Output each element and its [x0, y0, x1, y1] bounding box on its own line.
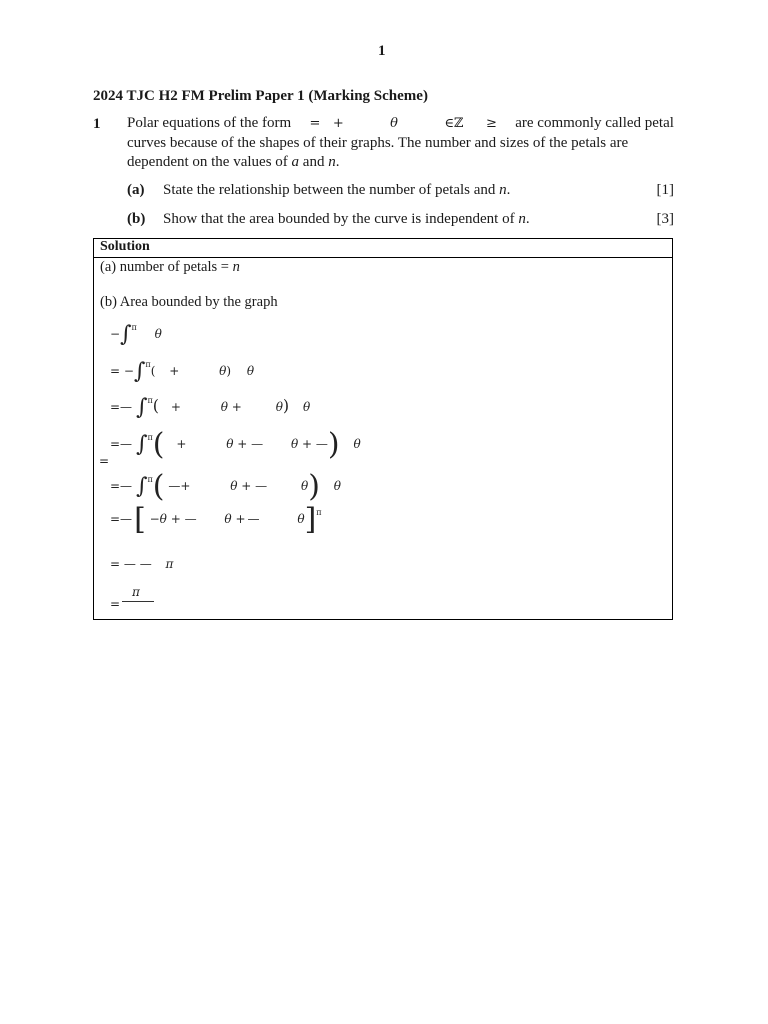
question-intro — [127, 114, 674, 173]
working-line-4: =— ∫$^\pi$( + θ + — θ + —) θ — [110, 427, 361, 462]
intro-start: Polar equations of the form — [127, 115, 292, 131]
part-b-text: Show that the area bounded by the curve is independent of n. — [163, 211, 530, 227]
working-line-2: = −∫$^\pi$( + θ) θ — [110, 359, 255, 384]
part-b-label: (b) — [127, 211, 146, 227]
document-title: 2024 TJC H2 FM Prelim Paper 1 (Marking Scheme) — [93, 88, 428, 104]
working-line-7: = — — π — [110, 557, 174, 571]
working-line-3: =— ∫$^\pi$( + θ + θ) θ — [110, 395, 311, 420]
intro-line3-pre: dependent on the values of — [127, 154, 288, 170]
working-stray-equals: = — [99, 454, 110, 468]
solution-header-row — [94, 239, 672, 258]
intro-and: and — [302, 154, 325, 170]
working-line-8: π = — [110, 585, 170, 613]
part-a-marks: [1] — [656, 182, 674, 198]
working-line-6: =—[ −θ + — θ + — θ]$^\pi$ — [110, 502, 322, 537]
solution-box — [93, 238, 673, 620]
part-a-text: State the relationship between the number of petals and n. — [163, 182, 511, 198]
working-line-1: −∫$^\pi$ θ — [110, 322, 162, 347]
part-b-marks: [3] — [656, 211, 674, 227]
intro-line3 — [127, 153, 674, 173]
intro-in-z: ∈ℤ — [444, 116, 464, 131]
intro-eq-sign: = — [309, 116, 321, 131]
intro-line2: curves because of the shapes of their graphs. The number and sizes of the petals are — [127, 134, 629, 151]
intro-end-line1: are commonly called petal — [515, 115, 674, 131]
solution-part-a: (a) number of petals = n — [100, 259, 240, 275]
question-part-a — [127, 182, 674, 199]
intro-var-a: a — [291, 154, 300, 170]
solution-part-b: (b) Area bounded by the graph — [100, 294, 278, 310]
working-line-5: =— ∫$^\pi$( —+ θ + — θ) θ — [110, 469, 341, 504]
intro-var-n: n — [328, 154, 336, 170]
part-a-label: (a) — [127, 182, 145, 198]
intro-theta: θ — [390, 116, 398, 131]
question-part-b — [127, 211, 674, 228]
solution-header: Solution — [100, 239, 150, 254]
intro-geq: ≥ — [485, 116, 497, 131]
intro-period: . — [335, 154, 340, 170]
question-number: 1 — [93, 116, 101, 132]
page-number: 1 — [378, 43, 386, 59]
intro-plus: + — [332, 116, 344, 131]
